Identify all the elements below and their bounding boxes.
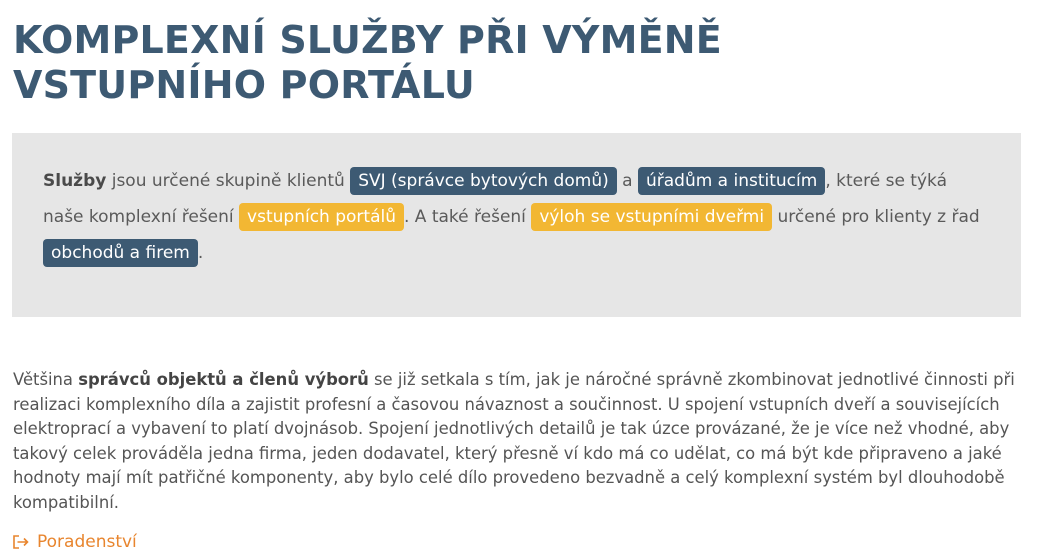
intro-text-4: . A také řešení [403,207,532,227]
page-title-line-1: KOMPLEXNÍ SLUŽBY PŘI VÝMĚNĚ [13,18,722,62]
tag-vstupni-portaly[interactable]: vstupních portálů [239,203,404,231]
tag-vylohy[interactable]: výloh se vstupními dveřmi [531,203,772,231]
arrow-right-from-bracket-icon [12,534,30,550]
paragraph-text-1: Většina [13,370,79,389]
intro-box [12,133,1021,317]
paragraph-text-2: se již setkala s tím, jak je náročné správně zkombinovat jednotlivé činnosti při realizaci komplexního díla a zajistit profesní a časovou návaznost a součinnost. U spojení vstupních dveří a souvisejících elektroprací a vybavení to platí dvojnásob. Spojení jednotlivých detailů je tak úzce provázané, že je více než vhodné, aby takový celek prováděla jedna firma, jeden dodavatel, který přesně ví kdo má co udělat, co má být kde připraveno a jaké hodnoty mají mít patřičné komponenty, aby bylo celé dílo provedeno bezvadně a celý komplexní systém byl dlouhodobě kompatibilní. [13,370,1015,512]
tag-svj[interactable]: SVJ (správce bytových domů) [350,167,617,195]
intro-text-3: , které se týká naše komplexní řešení [43,171,947,227]
page-title-line-2: VSTUPNÍHO PORTÁLU [13,63,475,107]
poradenstvi-link-label: Poradenství [37,532,137,552]
intro-text-5: určené pro klienty z řad [772,207,980,227]
intro-text-1: jsou určené skupině klientů [106,171,351,191]
body-paragraph [13,368,1023,516]
tag-urady[interactable]: úřadům a institucím [638,167,825,195]
intro-text-6: . [197,243,204,263]
intro-text-2: a [616,171,638,191]
tag-obchody-firmy[interactable]: obchodů a firem [43,239,198,267]
paragraph-strong: správců objektů a členů výborů [78,370,369,389]
page-title [13,18,1013,108]
poradenstvi-link[interactable] [12,530,137,554]
intro-strong: Služby [43,171,107,191]
